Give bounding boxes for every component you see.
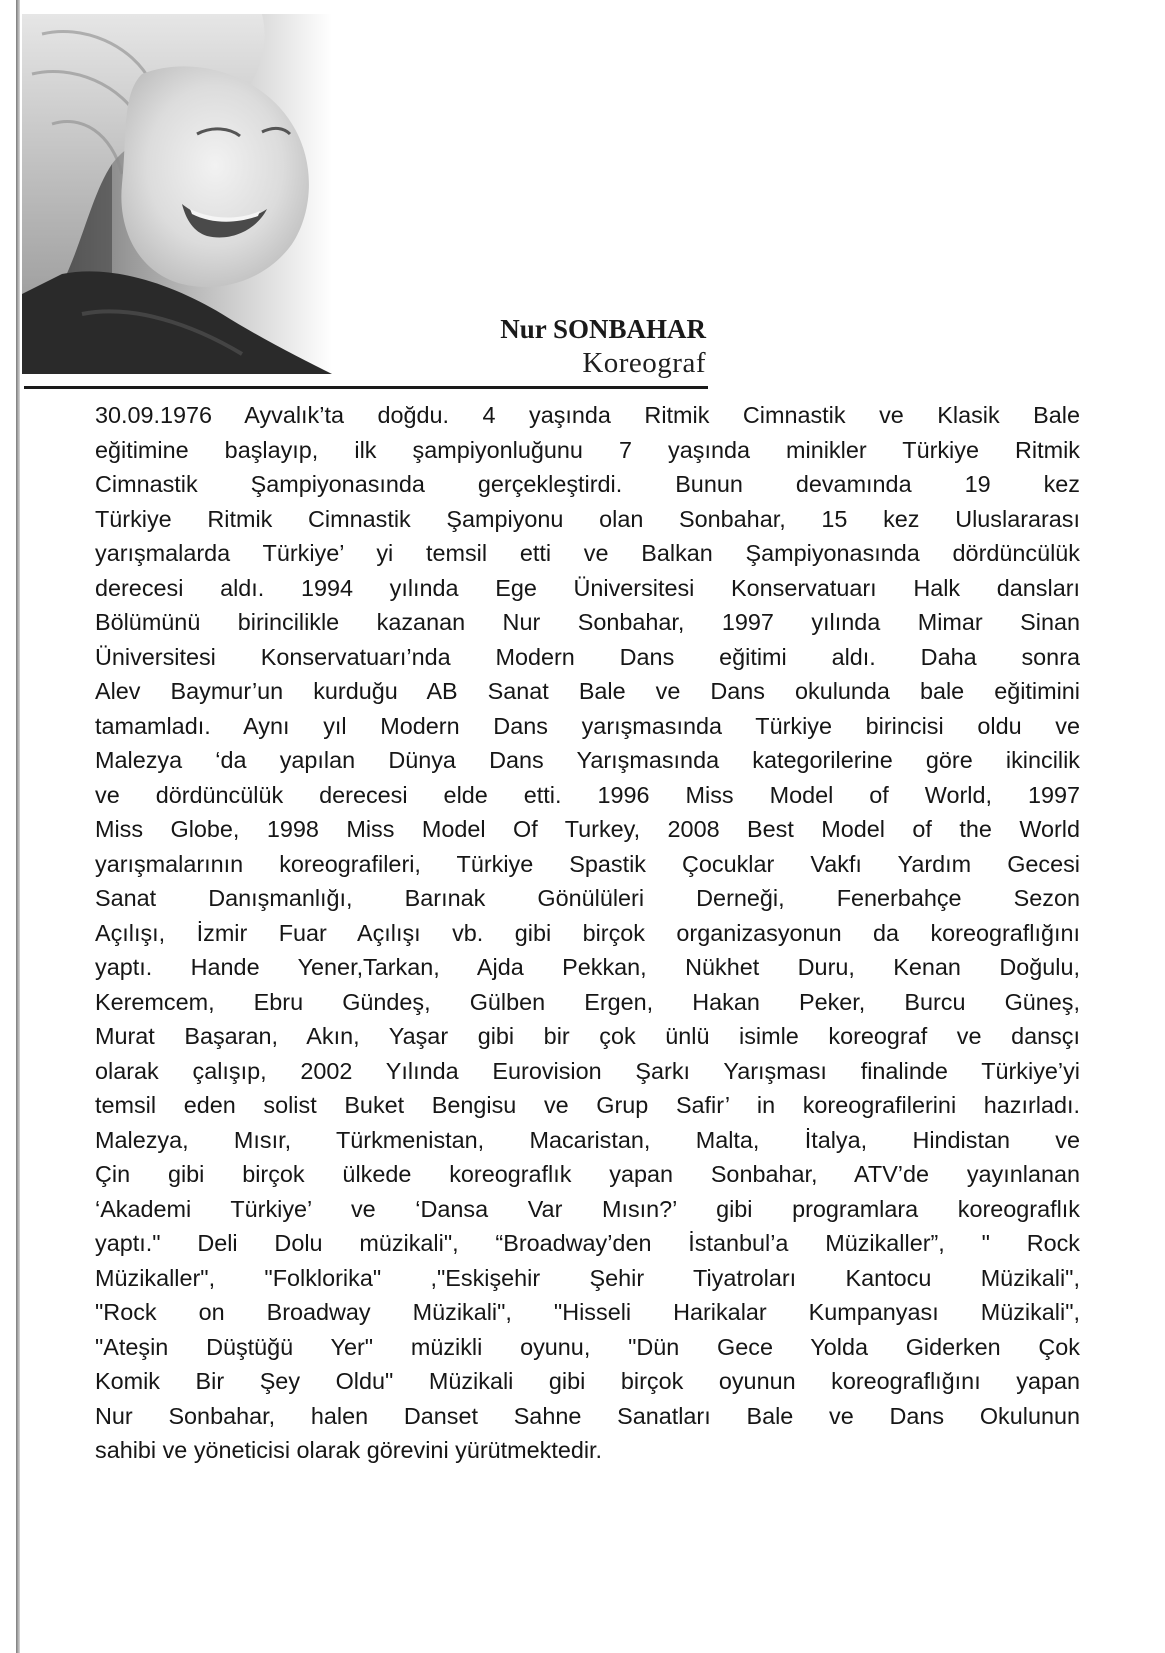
bio-line: 30.09.1976 Ayvalık’ta doğdu. 4 yaşında Ritmik Cimnastik ve Klasik Bale bbox=[95, 402, 1080, 428]
bio-line: ‘Akademi Türkiye’ ve ‘Dansa Var Mısın?’ gibi programlara koreograflık bbox=[95, 1195, 1080, 1222]
bio-line: sahibi ve yöneticisi olarak görevini yürütmektedir. bbox=[95, 1437, 603, 1463]
bio-line: Nur Sonbahar, halen Danset Sahne Sanatları Bale ve Dans Okulunun bbox=[95, 1402, 1080, 1429]
bio-line: Murat Başaran, Akın, Yaşar gibi bir çok ünlü isimle koreograf ve dansçı bbox=[95, 1023, 1080, 1049]
bio-line: Alev Baymur’un kurduğu AB Sanat Bale ve Dans okulunda bale eğitimini bbox=[95, 678, 1080, 704]
portrait-photo bbox=[22, 14, 332, 374]
bio-line: Üniversitesi Konservatuarı’nda Modern Dans eğitimi aldı. Daha sonra bbox=[95, 643, 1080, 670]
bio-line: "Ateşin Düştüğü Yer" müzikli oyunu, "Dün Gece Yolda Giderken Çok bbox=[95, 1333, 1080, 1360]
bio-line: yarışmalarının koreografileri, Türkiye Spastik Çocuklar Vakfı Yardım Gecesi bbox=[95, 850, 1080, 877]
bio-line: Müzikaller", "Folklorika" ,"Eskişehir Şehir Tiyatroları Kantocu Müzikali", bbox=[95, 1264, 1080, 1291]
bio-line: Çin gibi birçok ülkede koreograflık yapan Sonbahar, ATV’de yayınlanan bbox=[95, 1161, 1080, 1187]
bio-line: ve dördüncülük derecesi elde etti. 1996 Miss Model of World, 1997 bbox=[95, 781, 1080, 808]
bio-line: Açılışı, İzmir Fuar Açılışı vb. gibi birçok organizasyonun da koreograflığını bbox=[95, 919, 1080, 946]
page-scan-edge bbox=[16, 0, 20, 1653]
bio-line: yarışmalarda Türkiye’ yi temsil etti ve Balkan Şampiyonasında dördüncülük bbox=[95, 540, 1080, 566]
bio-line: temsil eden solist Buket Bengisu ve Grup Safir’ in koreografilerini hazırladı. bbox=[95, 1092, 1080, 1118]
biography-text bbox=[95, 398, 1080, 1468]
bio-line: olarak çalışıp, 2002 Yılında Eurovision Şarkı Yarışması finalinde Türkiye’yi bbox=[95, 1057, 1080, 1084]
person-role: Koreograf bbox=[582, 347, 706, 379]
bio-line: derecesi aldı. 1994 yılında Ege Üniversitesi Konservatuarı Halk dansları bbox=[95, 574, 1080, 601]
header-divider bbox=[24, 386, 708, 389]
person-name: Nur SONBAHAR bbox=[500, 314, 706, 344]
portrait-photo-icon bbox=[22, 14, 332, 374]
bio-line: Türkiye Ritmik Cimnastik Şampiyonu olan Sonbahar, 15 kez Uluslararası bbox=[95, 505, 1080, 532]
bio-line: Miss Globe, 1998 Miss Model Of Turkey, 2008 Best Model of the World bbox=[95, 816, 1080, 842]
bio-line: Komik Bir Şey Oldu" Müzikali gibi birçok oyunun koreograflığını yapan bbox=[95, 1368, 1080, 1394]
bio-line: Sanat Danışmanlığı, Barınak Gönülüleri Derneği, Fenerbahçe Sezon bbox=[95, 885, 1080, 911]
bio-line: Malezya ‘da yapılan Dünya Dans Yarışmasında kategorilerine göre ikincilik bbox=[95, 747, 1080, 773]
bio-line: eğitimine başlayıp, ilk şampiyonluğunu 7 yaşında minikler Türkiye Ritmik bbox=[95, 436, 1080, 463]
bio-line: Keremcem, Ebru Gündeş, Gülben Ergen, Hakan Peker, Burcu Güneş, bbox=[95, 988, 1080, 1015]
bio-line: Bölümünü birincilikle kazanan Nur Sonbahar, 1997 yılında Mimar Sinan bbox=[95, 609, 1080, 635]
bio-line: yaptı. Hande Yener,Tarkan, Ajda Pekkan, Nükhet Duru, Kenan Doğulu, bbox=[95, 954, 1080, 980]
profile-header bbox=[400, 312, 706, 380]
bio-line: Cimnastik Şampiyonasında gerçekleştirdi. Bunun devamında 19 kez bbox=[95, 471, 1080, 497]
bio-line: yaptı." Deli Dolu müzikali", “Broadway’den İstanbul’a Müzikaller”, " Rock bbox=[95, 1230, 1080, 1256]
bio-line: Malezya, Mısır, Türkmenistan, Macaristan, Malta, İtalya, Hindistan ve bbox=[95, 1126, 1080, 1153]
bio-line: tamamladı. Aynı yıl Modern Dans yarışmasında Türkiye birincisi oldu ve bbox=[95, 712, 1080, 739]
bio-line: "Rock on Broadway Müzikali", "Hisseli Harikalar Kumpanyası Müzikali", bbox=[95, 1299, 1080, 1325]
